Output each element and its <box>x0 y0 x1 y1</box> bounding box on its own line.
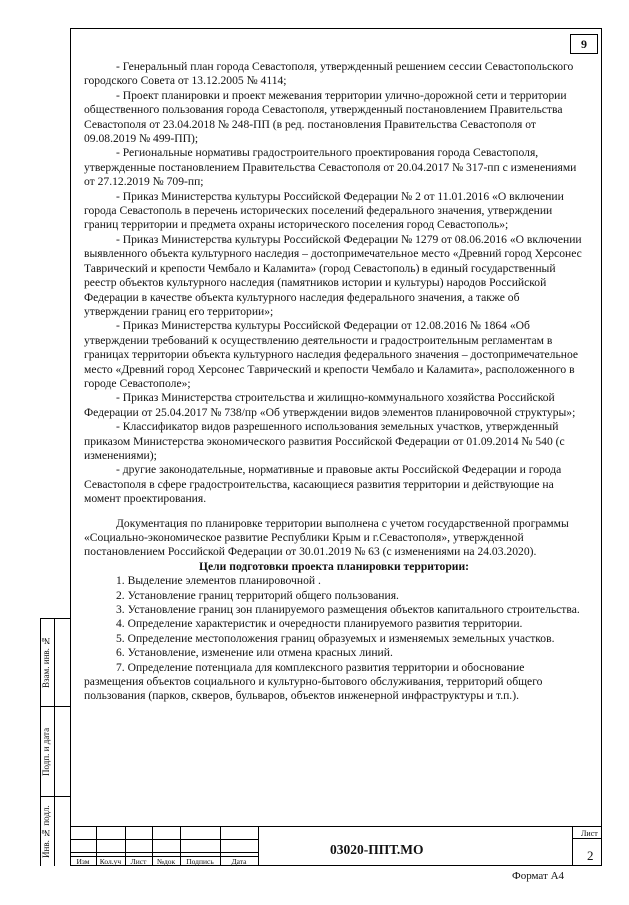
col-kol: Кол.уч <box>99 857 122 866</box>
paragraph: - Классификатор видов разрешенного использования земельных участков, утвержденный приказом Министерства экономического развития Российской Федерации от 01.09.2014 № 540 (с изменениями); <box>84 420 565 462</box>
goal-item: 3. Установление границ зон планируемого размещения объектов капитального строительства. <box>116 603 580 617</box>
paragraph: - Приказ Министерства культуры Российской Федерации от 12.08.2016 № 1864 «Об утверждении требований к осуществлению деятельности и градостроительным регламентам в границах территории объекта культурного наследия федерального значения – достопримечательное место «Древний город Херсонес Таврический и крепости Чембало и Каламита», расположенного в городе Севастополе»; <box>84 319 579 390</box>
col-data: Дата <box>231 857 247 866</box>
page-number: 9 <box>570 34 598 54</box>
goal-item: 6. Установление, изменение или отмена красных линий. <box>116 646 393 660</box>
goal-item: 4. Определение характеристик и очередности планируемого развития территории. <box>116 617 523 631</box>
format-label: Формат А4 <box>512 870 565 882</box>
paragraph: - Приказ Министерства культуры Российской Федерации № 1279 от 08.06.2016 «О включении выявленного объекта культурного наследия – достопримечательное место «Древний город Херсонес Таврический и крепости Чембало и Каламита» (город Севастополь) в единый государственный реестр объектов культурного наследия (памятников истории и культуры) народов Российской Федерации в качестве объекта культурного наследия федерального значения, а также об утверждении границ его территории»; <box>84 232 582 318</box>
paragraph: - Приказ Министерства культуры Российской Федерации № 2 от 11.01.2016 «О включении города Севастополь в перечень исторических поселений федерального значения, утверждении границ территории и предмета охраны исторического поселения город Севастополь»; <box>84 189 564 232</box>
goal-item: 5. Определение местоположения границ образуемых и изменяемых земельных участков. <box>116 631 555 645</box>
paragraph: - Генеральный план города Севастополя, утвержденный решением сессии Севастопольского городского Совета от 13.12.2005 № 4114; <box>84 60 574 88</box>
document-body <box>84 60 584 704</box>
paragraph: - Проект планировки и проект межевания территории улично-дорожной сети и территории общественного пользования города Севастополя, утвержденный постановлением Правительства Севастополя от 23.04.2018 № 248-ПП (в ред. постановления Правительства Севастополя от 09.08.2019 № 499-ПП); <box>84 88 567 146</box>
sheet-number: 2 <box>587 848 594 863</box>
inv-label: Инв. № подл. <box>41 805 51 859</box>
goal-item: 2. Установление границ территорий общего пользования. <box>116 588 399 602</box>
col-ndok: №док <box>156 857 176 866</box>
paragraph: - другие законодательные, нормативные и правовые акты Российской Федерации и города Севастополя в сфере градостроительства, касающиеся развития территории и действующие на момент проектирования. <box>84 463 562 506</box>
sheet-label: Лист <box>581 829 598 838</box>
side-stamp <box>40 618 70 866</box>
paragraph: - Приказ Министерства строительства и жилищно-коммунального хозяйства Российской Федерации от 25.04.2017 № 738/пр «Об утверждении видов элементов планировочной структуры»; <box>84 391 576 419</box>
paragraph: - Региональные нормативы градостроительного проектирования города Севастополя, утвержденные постановлением Правительства Севастополя от 20.04.2017 № 317-пп с изменениями от 27.12.2019 № 709-пп; <box>84 146 577 189</box>
documentation-paragraph: Документация по планировке территории выполнена с учетом государственной программы «Социально-экономическое развитие Республики Крым и г.Севастополя», утвержденной постановлением Российской Федерации от 30.01.2019 № 63 (с изменениями на 24.03.2020). <box>84 516 569 559</box>
vzam-label: Взам. инв. № <box>41 635 51 689</box>
goal-item: 1. Выделение элементов планировочной . <box>116 574 321 588</box>
document-code: 03020-ППТ.МО <box>330 842 424 857</box>
goal-item: 7. Определение потенциала для комплексного развития территории и обоснование размещения объектов социального и культурно-бытового обслуживания, территорий общего пользования (парков, скверов, бульваров, объектов инженерной инфраструктуры и т.п.). <box>84 660 543 703</box>
goals-heading: Цели подготовки проекта планировки территории: <box>199 559 469 573</box>
col-izm: Изм <box>76 857 90 866</box>
col-list: Лист <box>130 857 147 866</box>
podp-label: Подп. и дата <box>41 727 51 777</box>
col-podpis: Подпись <box>186 857 214 866</box>
